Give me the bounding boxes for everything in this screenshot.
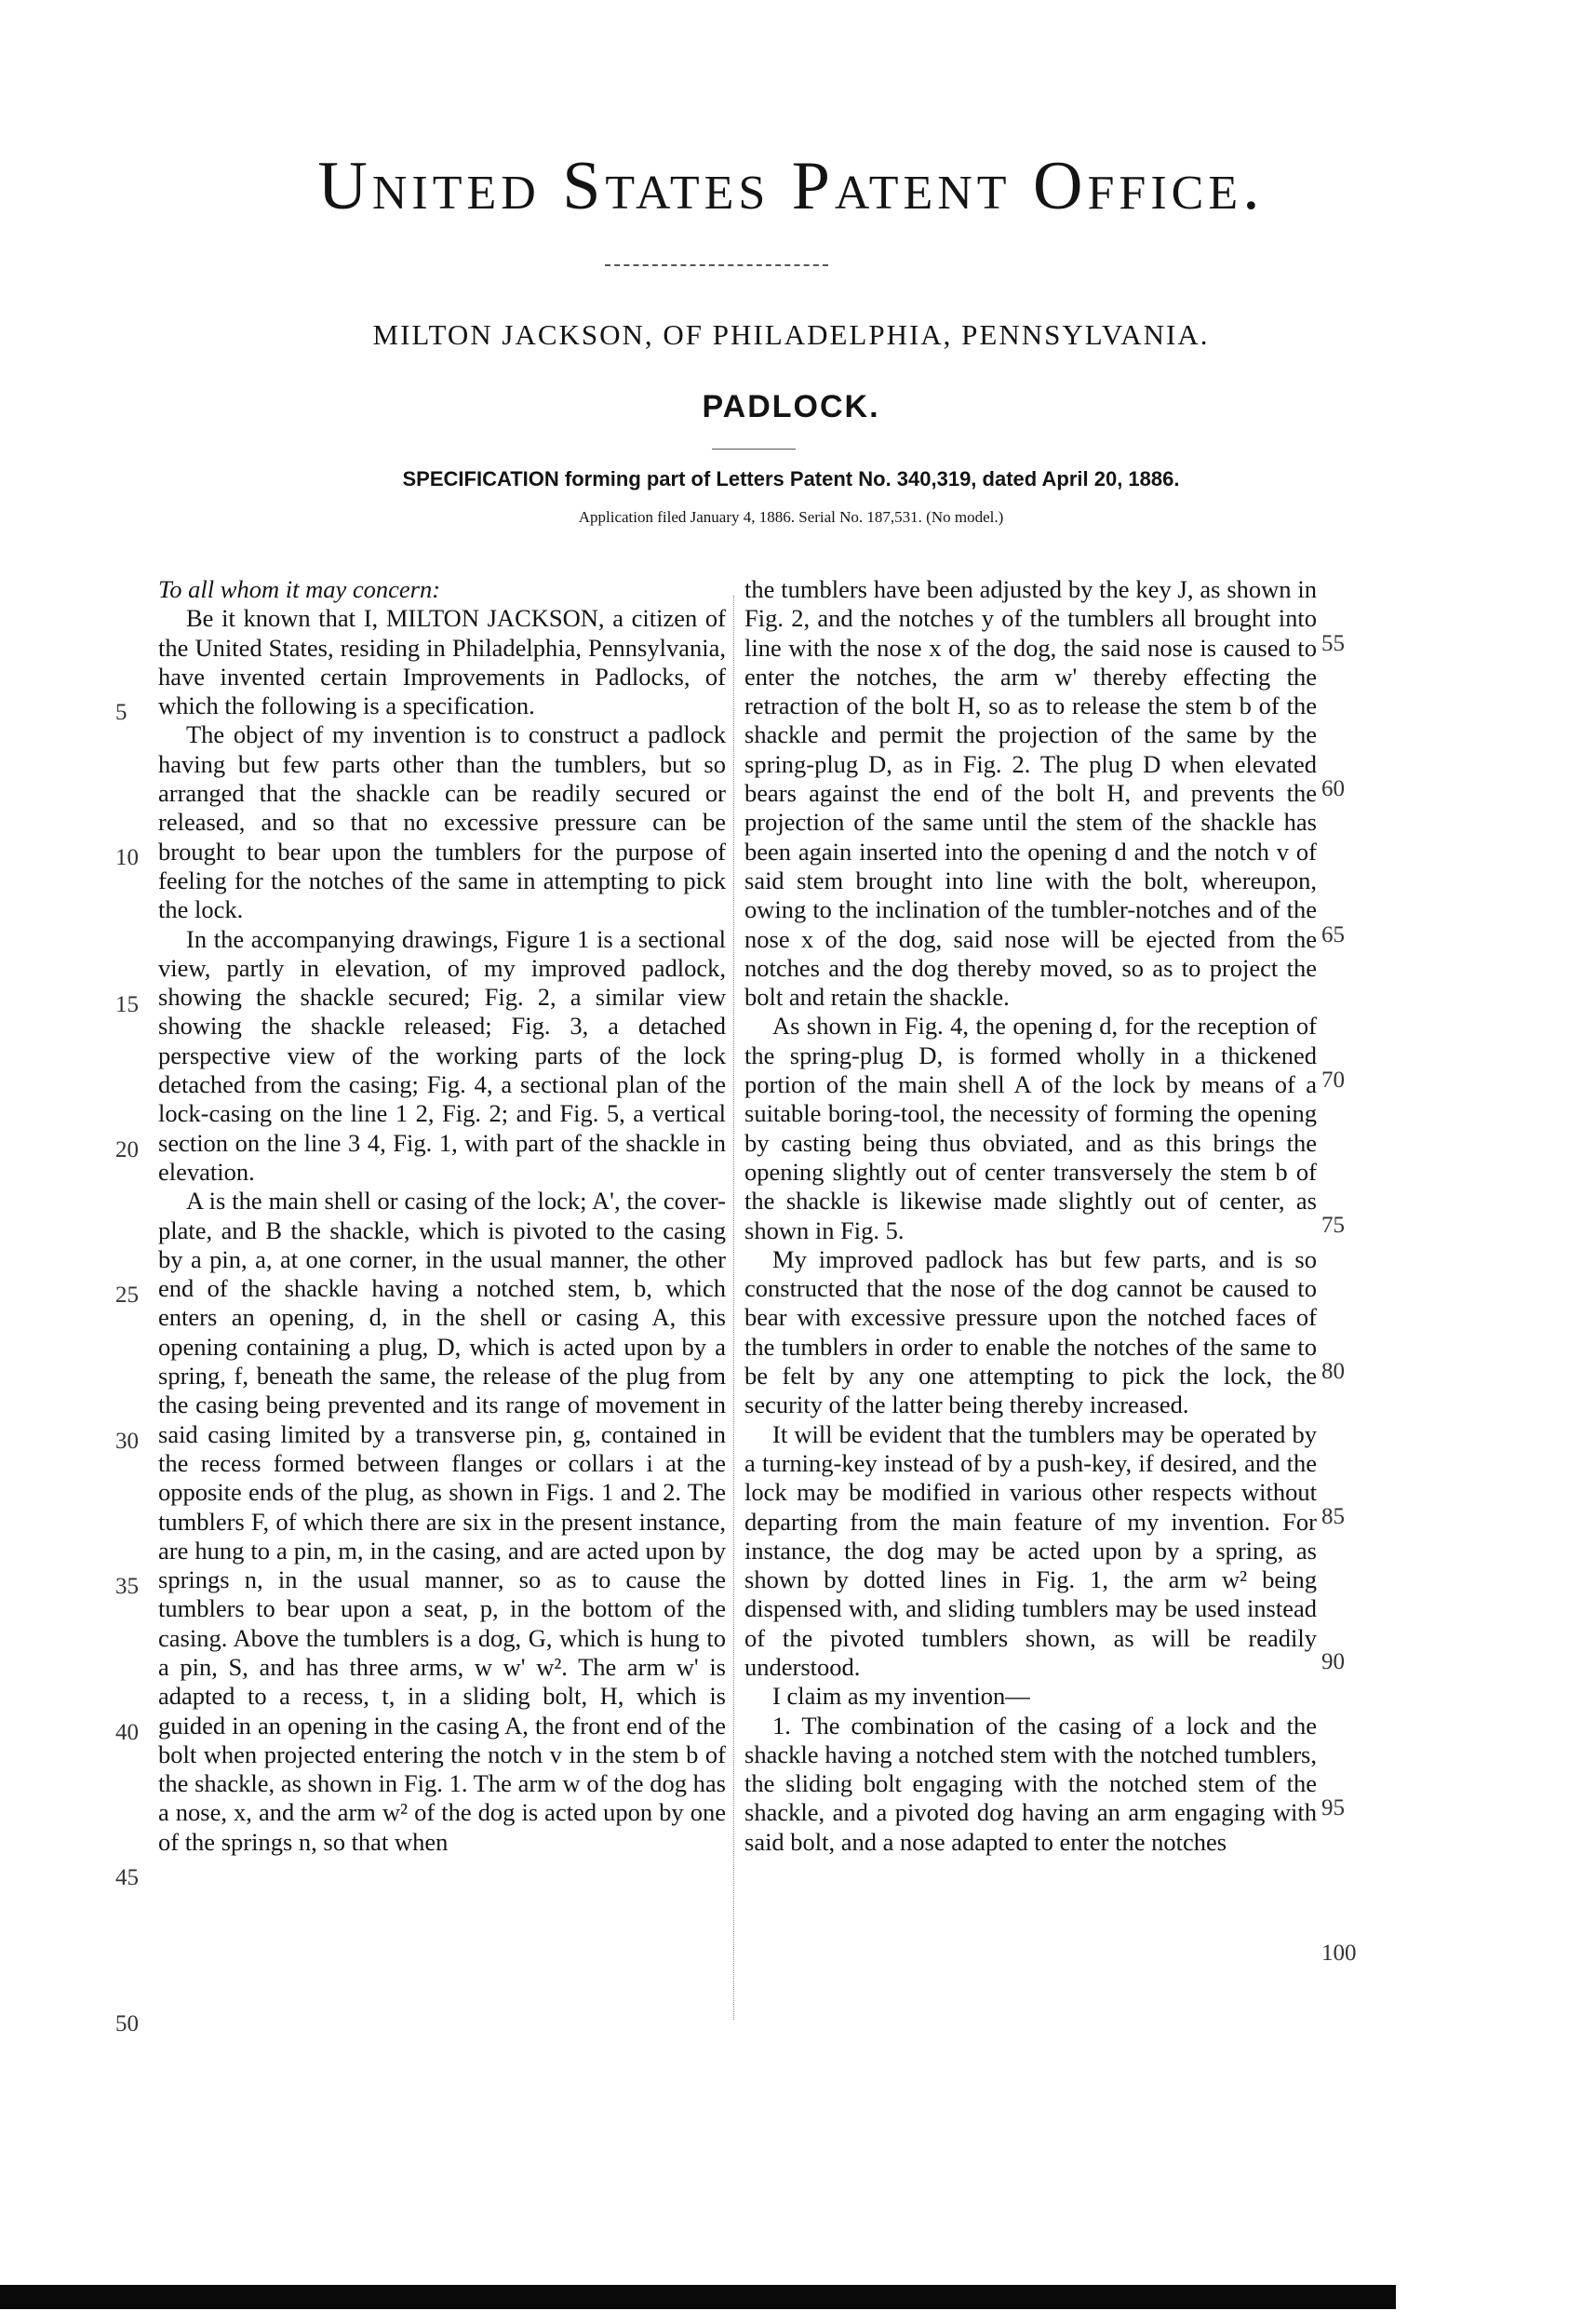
paragraph: Be it known that I, MILTON JACKSON, a citizen of the United States, residing in Philadelphia, Pennsylvania, have invented certain Improvements in Padlocks, of which the following is a specification. (158, 604, 726, 720)
line-number: 50 (115, 2011, 139, 2036)
inventor-line: MILTON JACKSON, OF PHILADELPHIA, PENNSYLVANIA. (372, 318, 1210, 351)
application-line: Application filed January 4, 1886. Serial No. 187,531. (No model.) (578, 508, 1004, 526)
line-number: 90 (1321, 1649, 1345, 1674)
paragraph: As shown in Fig. 4, the opening d, for the reception of the spring-plug D, is formed wholly in a thickened portion of the main shell A of the lock by means of a suitable boring-tool, the necessity of forming the opening by casting being thus obviated, and as this brings the opening slightly out of center transversely the stem b of the shackle is likewise made slightly out of center, as shown in Fig. 5. (744, 1012, 1317, 1244)
paragraph: A is the main shell or casing of the lock; A', the cover-plate, and B the shackle, which is pivoted to the casing by a pin, a, at one corner, in the usual manner, the other end of the shackle having a notched stem, b, which enters an opening, d, in the shell or casing A, this opening containing a plug, D, which is acted upon by a spring, f, beneath the same, the release of the plug from the casing being prevented and its range of movement in said casing limited by a transverse pin, g, contained in the recess formed between flanges or collars i at the opposite ends of the plug, as shown in Figs. 1 and 2. The tumblers F, of which there are six in the present instance, are hung to a pin, m, in the casing, and are acted upon by springs n, in the usual manner, so as to cause the tumblers to bear upon a seat, p, in the bottom of the casing. Above the tumblers is a dog, G, which is hung to a pin, S, and has three arms, w w' w². The arm w' is adapted to a recess, t, in a sliding bolt, H, which is guided in an opening in the casing A, the front end of the bolt when projected entering the notch v in the stem b of the shackle, as shown in Fig. 1. The arm w of the dog has a nose, x, and the arm w² of the dog is acted upon by one of the springs n, so that when (158, 1187, 726, 1856)
claim: 1. The combination of the casing of a lock and the shackle having a notched stem with the notched tumblers, the sliding bolt engaging with the notched stem of the shackle, and a pivoted dog having an arm engaging with said bolt, and a nose adapted to enter the notches (744, 1711, 1317, 1856)
line-number: 20 (115, 1137, 139, 1162)
specification-line: SPECIFICATION forming part of Letters Patent No. 340,319, dated April 20, 1886. (402, 467, 1180, 490)
title-divider (605, 264, 828, 266)
line-number: 80 (1321, 1359, 1345, 1384)
line-number: 40 (115, 1720, 139, 1745)
paragraph: It will be evident that the tumblers may be operated by a turning-key instead of by a push-key, if desired, and the lock may be modified in various other respects without departing from the main feature of my invention. For instance, the dog may be acted upon by a spring, as shown by dotted lines in Fig. 1, the arm w² being dispensed with, and sliding tumblers may be used instead of the pivoted tumblers shown, as will be readily understood. (744, 1419, 1317, 1681)
column-divider (733, 596, 734, 2020)
line-number: 65 (1321, 922, 1345, 947)
line-number: 70 (1321, 1068, 1345, 1093)
paragraph: My improved padlock has but few parts, and is so constructed that the nose of the dog cannot be caused to bear with excessive pressure upon the notched faces of the tumblers in order to enable the notches of the same to be felt by any one attempting to pick the lock, the security of the latter being thereby increased. (744, 1244, 1317, 1419)
line-number: 60 (1321, 776, 1345, 801)
line-number: 35 (115, 1574, 139, 1599)
paragraph: The object of my invention is to construct a padlock having but few parts other than the tumblers, but so arranged that the shackle can be readily secured or released, and so that no excessive pressure can be brought to bear upon the tumblers for the purpose of feeling for the notches of the same in attempting to pick the lock. (158, 720, 726, 924)
left-column (158, 575, 726, 1857)
line-number: 30 (115, 1429, 139, 1454)
line-number: 45 (115, 1865, 139, 1890)
paragraph: the tumblers have been adjusted by the key J, as shown in Fig. 2, and the notches y of the tumblers all brought into line with the nose x of the dog, the said nose is caused to enter the notches, the arm w' thereby effecting the retraction of the bolt H, so as to release the stem b of the shackle and permit the projection of the same by the spring-plug D, as in Fig. 2. The plug D when elevated bears against the end of the bolt H, and prevents the projection of the same until the stem of the shackle has been again inserted into the opening d and the notch v of said stem brought into line with the bolt, whereupon, owing to the inclination of the tumbler-notches and of the nose x of the dog, said nose will be ejected from the notches and the dog thereby moved, so as to project the bolt and retain the shackle. (744, 575, 1317, 1012)
line-number: 100 (1321, 1941, 1357, 1966)
paragraph: In the accompanying drawings, Figure 1 is a sectional view, partly in elevation, of my improved padlock, showing the shackle secured; Fig. 2, a similar view showing the shackle released; Fig. 3, a detached perspective view of the working parts of the lock detached from the casing; Fig. 4, a sectional plan of the lock-casing on the line 1 2, Fig. 2; and Fig. 5, a vertical section on the line 3 4, Fig. 1, with part of the shackle in elevation. (158, 924, 726, 1186)
right-column (744, 575, 1317, 1857)
office-title: United States Patent Office. (317, 148, 1265, 224)
line-number: 95 (1321, 1795, 1345, 1820)
invention-title: PADLOCK. (702, 389, 880, 424)
line-number: 15 (115, 992, 139, 1017)
invention-divider (712, 449, 796, 450)
line-number: 75 (1321, 1213, 1345, 1238)
line-number: 5 (115, 700, 127, 725)
salutation: To all whom it may concern: (158, 575, 441, 603)
line-number: 55 (1321, 631, 1345, 656)
claim-intro: I claim as my invention— (772, 1682, 1030, 1711)
line-number: 10 (115, 845, 139, 870)
line-number: 85 (1321, 1504, 1345, 1529)
scan-edge-bar (0, 2285, 1396, 2309)
line-number: 25 (115, 1283, 139, 1308)
